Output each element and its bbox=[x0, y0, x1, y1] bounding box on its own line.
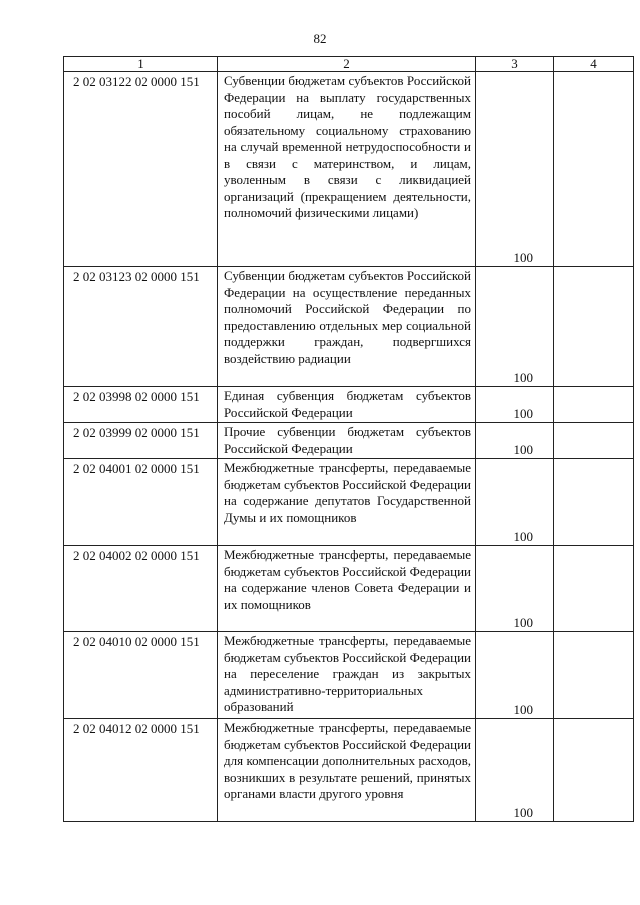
column-4-cell bbox=[554, 423, 634, 459]
amount-value: 100 bbox=[476, 267, 554, 387]
column-4-cell bbox=[554, 387, 634, 423]
column-4-cell bbox=[554, 72, 634, 267]
table-row bbox=[64, 459, 634, 546]
budget-code: 2 02 03998 02 0000 151 bbox=[64, 387, 218, 423]
table-row bbox=[64, 632, 634, 719]
page-number: 82 bbox=[313, 31, 327, 46]
table-row bbox=[64, 72, 634, 267]
column-header-4: 4 bbox=[554, 57, 634, 72]
column-header-3: 3 bbox=[476, 57, 554, 72]
amount-value: 100 bbox=[476, 387, 554, 423]
amount-value: 100 bbox=[476, 546, 554, 632]
column-header-1: 1 bbox=[64, 57, 218, 72]
amount-value: 100 bbox=[476, 632, 554, 719]
column-header-2: 2 bbox=[218, 57, 476, 72]
budget-code: 2 02 04001 02 0000 151 bbox=[64, 459, 218, 546]
column-4-cell bbox=[554, 546, 634, 632]
amount-value: 100 bbox=[476, 719, 554, 822]
budget-code: 2 02 04010 02 0000 151 bbox=[64, 632, 218, 719]
amount-value: 100 bbox=[476, 459, 554, 546]
header-row bbox=[64, 57, 634, 72]
amount-value: 100 bbox=[476, 72, 554, 267]
revenue-name: Субвенции бюджетам субъектов Российской Федерации на выплату государственных пособий лицам, не подлежащим обязательному социальному страхованию на случай временной нетрудоспособности и в связи с материнством, и лицам, уволенным в связи с ликвидацией организаций (прекращением деятельности, полномочий физическими лицами) bbox=[218, 72, 476, 267]
table-row bbox=[64, 719, 634, 822]
table-row bbox=[64, 267, 634, 387]
table-row bbox=[64, 387, 634, 423]
amount-value: 100 bbox=[476, 423, 554, 459]
revenue-name: Субвенции бюджетам субъектов Российской Федерации на осуществление переданных полномочий Российской Федерации по предоставлению отдельных мер социальной поддержки граждан, подвергшихся воздействию радиации bbox=[218, 267, 476, 387]
column-4-cell bbox=[554, 719, 634, 822]
budget-code: 2 02 03999 02 0000 151 bbox=[64, 423, 218, 459]
revenue-name: Прочие субвенции бюджетам субъектов Российской Федерации bbox=[218, 423, 476, 459]
revenue-name: Межбюджетные трансферты, передаваемые бюджетам субъектов Российской Федерации на переселение граждан из закрытых административно-территориальных образований bbox=[218, 632, 476, 719]
table-row bbox=[64, 423, 634, 459]
column-4-cell bbox=[554, 459, 634, 546]
budget-code: 2 02 04002 02 0000 151 bbox=[64, 546, 218, 632]
budget-code: 2 02 04012 02 0000 151 bbox=[64, 719, 218, 822]
revenue-name: Межбюджетные трансферты, передаваемые бюджетам субъектов Российской Федерации для компенсации дополнительных расходов, возникших в результате решений, принятых органами власти другого уровня bbox=[218, 719, 476, 822]
budget-table bbox=[63, 56, 634, 822]
column-4-cell bbox=[554, 267, 634, 387]
budget-code: 2 02 03123 02 0000 151 bbox=[64, 267, 218, 387]
revenue-name: Межбюджетные трансферты, передаваемые бюджетам субъектов Российской Федерации на содержание членов Совета Федерации и их помощников bbox=[218, 546, 476, 632]
column-4-cell bbox=[554, 632, 634, 719]
revenue-name: Межбюджетные трансферты, передаваемые бюджетам субъектов Российской Федерации на содержание депутатов Государственной Думы и их помощников bbox=[218, 459, 476, 546]
revenue-name: Единая субвенция бюджетам субъектов Российской Федерации bbox=[218, 387, 476, 423]
table-row bbox=[64, 546, 634, 632]
budget-code: 2 02 03122 02 0000 151 bbox=[64, 72, 218, 267]
